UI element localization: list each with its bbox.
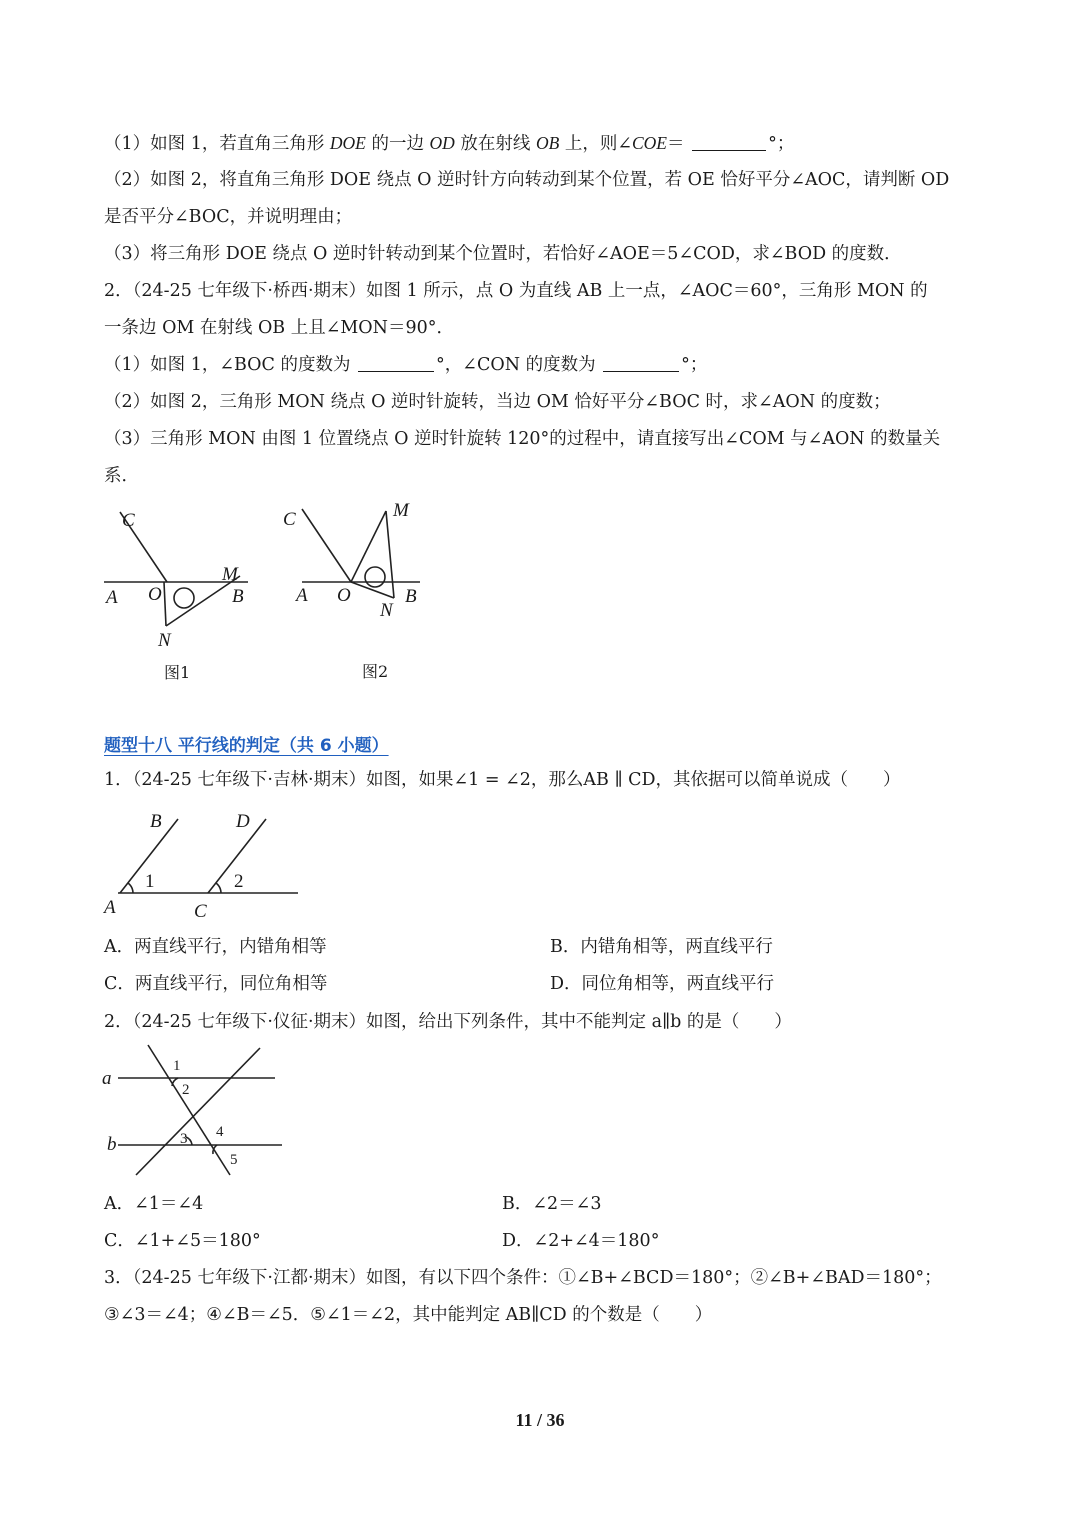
s18-q2-option-c[interactable]: C．∠1+∠5＝180° bbox=[104, 1231, 261, 1251]
q2-sub3-line1: （3）三角形 MON 由图 1 位置绕点 O 逆时针旋转 120°的过程中，请直接写出∠COM 与∠AON 的数量关 bbox=[104, 429, 941, 449]
s18-q2-text: 2．（24-25 七年级下·仪征·期末）如图，给出下列条件，其中不能判定 a∥b 的是（ ） bbox=[104, 1012, 792, 1032]
q2-sub2: （2）如图 2，三角形 MON 绕点 O 逆时针旋转，当边 OM 恰好平分∠BOC 时，求∠AON 的度数； bbox=[104, 392, 891, 412]
s18q2-label-a: a bbox=[102, 1068, 112, 1089]
s18q1-label-d: D bbox=[236, 811, 250, 832]
answer-blank-boc[interactable] bbox=[358, 353, 434, 372]
s18-q2-figure bbox=[100, 1040, 290, 1185]
fig1-label-b: B bbox=[232, 586, 244, 607]
s18q1-label-b: B bbox=[150, 811, 162, 832]
answer-blank[interactable] bbox=[692, 132, 766, 151]
s18-q2-option-b[interactable]: B．∠2＝∠3 bbox=[502, 1194, 602, 1214]
fig1-label-m: M bbox=[222, 564, 238, 585]
s18-q1-option-a[interactable]: A．两直线平行，内错角相等 bbox=[104, 937, 327, 957]
fig2-label-o: O bbox=[337, 585, 351, 606]
q2-sub1: （1）如图 1，∠BOC 的度数为 °，∠CON 的度数为 °； bbox=[104, 355, 708, 375]
q1-sub3: （3）将三角形 DOE 绕点 O 逆时针转动到某个位置时，若恰好∠AOE＝5∠COD，求∠BOD 的度数． bbox=[104, 244, 902, 264]
s18-q3-line1: 3．（24-25 七年级下·江都·期末）如图，有以下四个条件：①∠B+∠BCD＝180°；②∠B+∠BAD＝180°； bbox=[104, 1268, 942, 1288]
s18q1-label-a: A bbox=[104, 897, 116, 918]
q2-line1: 2．（24-25 七年级下·桥西·期末）如图 1 所示，点 O 为直线 AB 上一点，∠AOC＝60°，三角形 MON 的 bbox=[104, 281, 928, 301]
q1-sub1: （1）如图 1，若直角三角形 DOE 的一边 OD 放在射线 OB 上，则∠COE＝ °； bbox=[104, 133, 795, 154]
s18-q1-option-b[interactable]: B．内错角相等，两直线平行 bbox=[550, 937, 773, 957]
fig1-caption: 图1 bbox=[164, 663, 191, 682]
q1-sub2-line1: （2）如图 2，将直角三角形 DOE 绕点 O 逆时针方向转动到某个位置，若 OE 恰好平分∠AOC，请判断 OD bbox=[104, 170, 950, 190]
s18q1-label-c: C bbox=[194, 901, 207, 922]
s18-q1-option-c[interactable]: C．两直线平行，同位角相等 bbox=[104, 974, 328, 994]
s18-q2-option-d[interactable]: D．∠2+∠4＝180° bbox=[502, 1231, 660, 1251]
s18q2-label-2: 2 bbox=[182, 1082, 190, 1098]
s18q1-label-2: 2 bbox=[234, 871, 244, 892]
s18-q1-figure bbox=[100, 805, 310, 925]
s18-q1-text: 1．（24-25 七年级下·吉林·期末）如图，如果∠1 = ∠2，那么AB ∥ CD，其依据可以简单说成（ ） bbox=[104, 770, 901, 790]
s18q2-label-b: b bbox=[107, 1134, 117, 1155]
fig2-label-b: B bbox=[405, 586, 417, 607]
fig2-label-a: A bbox=[296, 585, 308, 606]
s18q2-label-1: 1 bbox=[173, 1058, 181, 1074]
fig2-label-c: C bbox=[283, 509, 296, 530]
s18-q3-line2: ③∠3＝∠4；④∠B＝∠5．⑤∠1＝∠2，其中能判定 AB∥CD 的个数是（ ） bbox=[104, 1305, 713, 1325]
fig2-label-m: M bbox=[393, 500, 409, 521]
fig2-caption: 图2 bbox=[362, 662, 389, 681]
figure-2 bbox=[280, 495, 440, 685]
s18q2-label-3: 3 bbox=[180, 1131, 188, 1147]
s18q1-label-1: 1 bbox=[145, 871, 155, 892]
fig1-label-n: N bbox=[158, 630, 171, 651]
fig1-label-o: O bbox=[148, 584, 162, 605]
s18-q2-option-a[interactable]: A．∠1＝∠4 bbox=[104, 1194, 204, 1214]
q2-sub3-line2: 系． bbox=[104, 466, 139, 486]
q2-line2: 一条边 OM 在射线 OB 上且∠MON＝90°． bbox=[104, 318, 454, 338]
s18q2-label-4: 4 bbox=[216, 1124, 224, 1140]
s18q2-label-5: 5 bbox=[230, 1152, 238, 1168]
fig2-label-n: N bbox=[380, 600, 393, 621]
fig1-label-c: C bbox=[122, 510, 135, 531]
s18-q1-option-d[interactable]: D．同位角相等，两直线平行 bbox=[550, 974, 775, 994]
section-heading: 题型十八 平行线的判定（共 6 小题） bbox=[104, 736, 389, 756]
figure-1 bbox=[100, 500, 260, 690]
answer-blank-con[interactable] bbox=[603, 353, 679, 372]
q1-sub2-line2: 是否平分∠BOC，并说明理由； bbox=[104, 207, 353, 227]
fig1-label-a: A bbox=[106, 587, 118, 608]
page-number: 11 / 36 bbox=[515, 1410, 565, 1430]
